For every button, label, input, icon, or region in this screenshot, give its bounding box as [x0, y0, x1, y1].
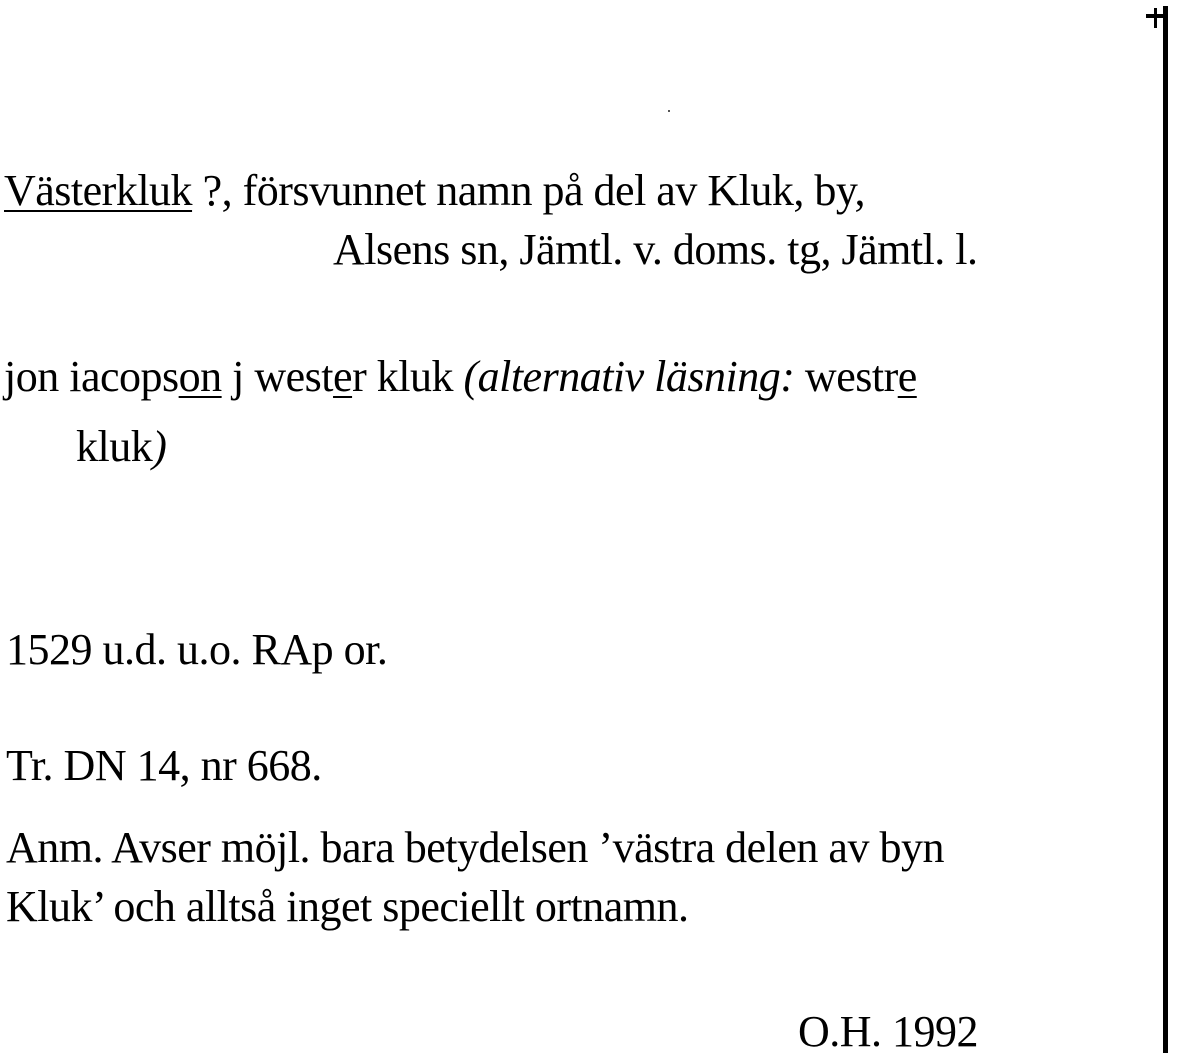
location-line: Alsens sn, Jämtl. v. doms. tg, Jämtl. l. [333, 225, 978, 274]
right-margin-rule [1163, 6, 1168, 1053]
quote-text-3: r kluk [352, 352, 464, 401]
source-line: Tr. DN 14, nr 668. [6, 741, 322, 790]
headword: Västerkluk [4, 166, 193, 215]
quote-line-2 [76, 422, 167, 471]
corner-crop-mark-vertical [1154, 8, 1157, 28]
signature: O.H. 1992 [798, 1007, 979, 1056]
quote-underlined-1: on [178, 352, 222, 401]
quote-line-1 [4, 352, 917, 401]
note-line-2: Kluk’ och alltså inget speciellt ortnamn. [6, 882, 689, 931]
quote-close-paren: ) [152, 422, 167, 471]
note-line-1: Anm. Avser möjl. bara betydelsen ’västra delen av byn [6, 823, 944, 872]
headword-line [4, 166, 865, 215]
quote-text-1: jon iacops [4, 352, 179, 401]
alternative-reading-underlined: e [897, 352, 917, 401]
date-line: 1529 u.d. u.o. RAp or. [6, 625, 388, 674]
headword-description: ?, försvunnet namn på del av Kluk, by, [192, 166, 865, 215]
quote-underlined-2: e [333, 352, 353, 401]
alternative-reading-text: westr [794, 352, 898, 401]
alternative-reading-label: (alternativ läsning: [463, 352, 795, 401]
quote-text-2: j west [221, 352, 334, 401]
quote-continuation: kluk [76, 422, 153, 471]
scan-speck [668, 110, 670, 112]
